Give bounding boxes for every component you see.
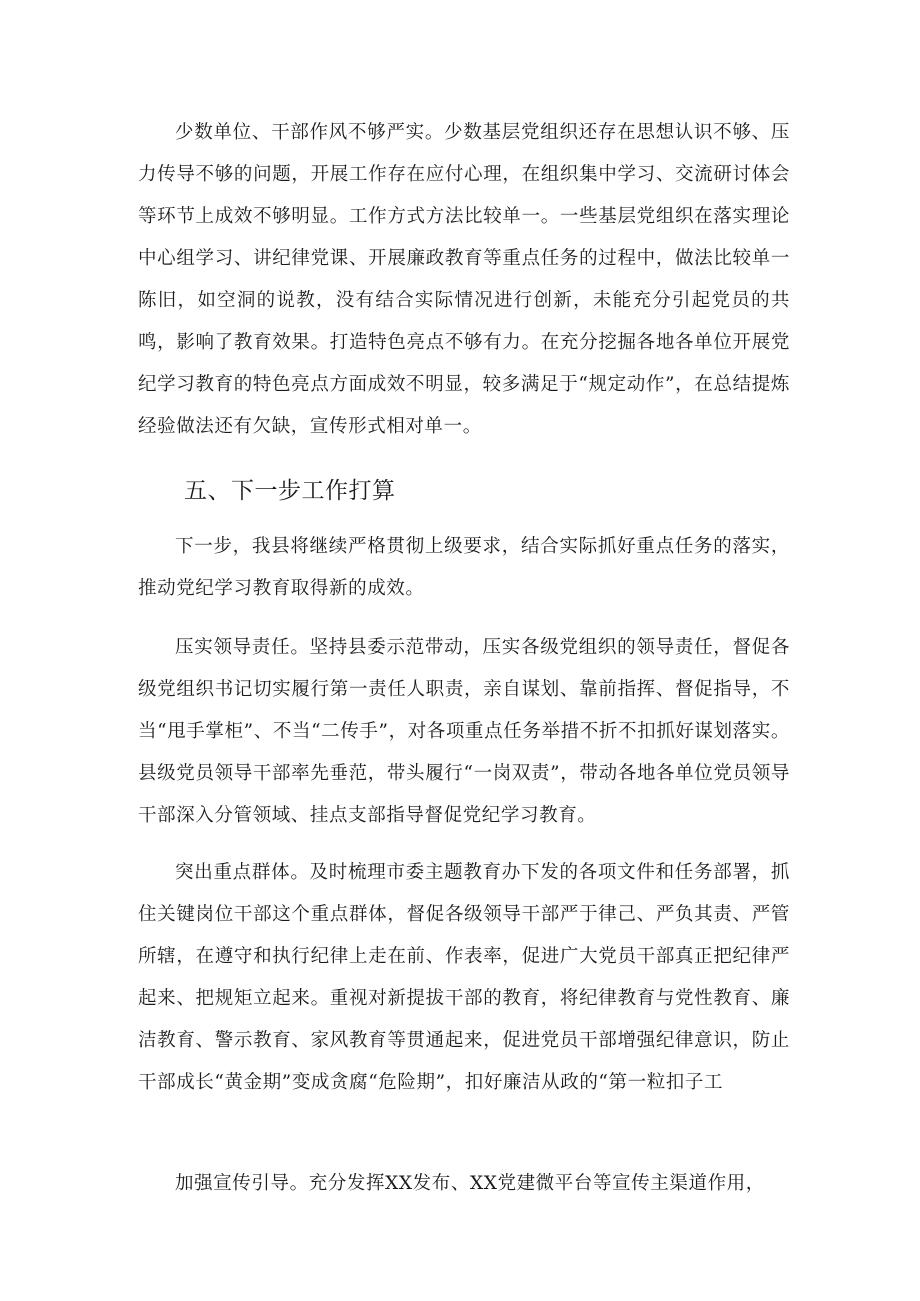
paragraph-next-steps bbox=[138, 526, 790, 610]
paragraph-text: 下一步，我县将继续严格贯彻上级要求，结合实际抓好重点任务的落实，推动党纪学习教育取得新的成效。 bbox=[138, 536, 790, 599]
paragraph-text: 少数单位、干部作风不够严实。少数基层党组织还存在思想认识不够、压力传导不够的问题，开展工作存在应付心理，在组织集中学习、交流研讨体会等环节上成效不够明显。工作方式方法比较单一。一些基层党组织在落实理论中心组学习、讲纪律党课、开展廉政教育等重点任务的过程中，做法比较单一陈旧，如空洞的说教，没有结合实际情况进行创新，未能充分引起党员的共鸣，影响了教育效果。打造特色亮点不够有力。在充分挖掘各地各单位开展党纪学习教育的特色亮点方面成效不明显，较多满足于“规定动作”，在总结提炼经验做法还有欠缺，宣传形式相对单一。 bbox=[138, 122, 790, 437]
paragraph-text: 压实领导责任。坚持县委示范带动，压实各级党组织的领导责任，督促各级党组织书记切实履行第一责任人职责，亲自谋划、靠前指挥、督促指导，不当“甩手掌柜”、不当“二传手”，对各项重点任务举措不折不扣抓好谋划落实。县级党员领导干部率先垂范，带头履行“一岗双责”，带动各地各单位党员领导干部深入分管领域、挂点支部指导督促党纪学习教育。 bbox=[138, 637, 790, 826]
paragraph-leadership-responsibility bbox=[138, 627, 790, 837]
section-heading-block bbox=[138, 471, 790, 511]
section-heading: 五、下一步工作打算 bbox=[184, 478, 396, 504]
paragraph-key-groups bbox=[138, 852, 790, 1104]
paragraph-work-style bbox=[138, 112, 790, 448]
paragraph-publicity bbox=[138, 1163, 790, 1205]
paragraph-text: 加强宣传引导。充分发挥XX发布、XX党建微平台等宣传主渠道作用， bbox=[175, 1173, 765, 1194]
paragraph-text: 突出重点群体。及时梳理市委主题教育办下发的各项文件和任务部署，抓住关键岗位干部这个重点群体，督促各级领导干部严于律己、严负其责、严管所辖，在遵守和执行纪律上走在前、作表率，促进广大党员干部真正把纪律严起来、把规矩立起来。重视对新提拔干部的教育，将纪律教育与党性教育、廉洁教育、警示教育、家风教育等贯通起来，促进党员干部增强纪律意识，防止干部成长“黄金期”变成贪腐“危险期”，扣好廉洁从政的“第一粒扣子工 bbox=[138, 862, 790, 1093]
